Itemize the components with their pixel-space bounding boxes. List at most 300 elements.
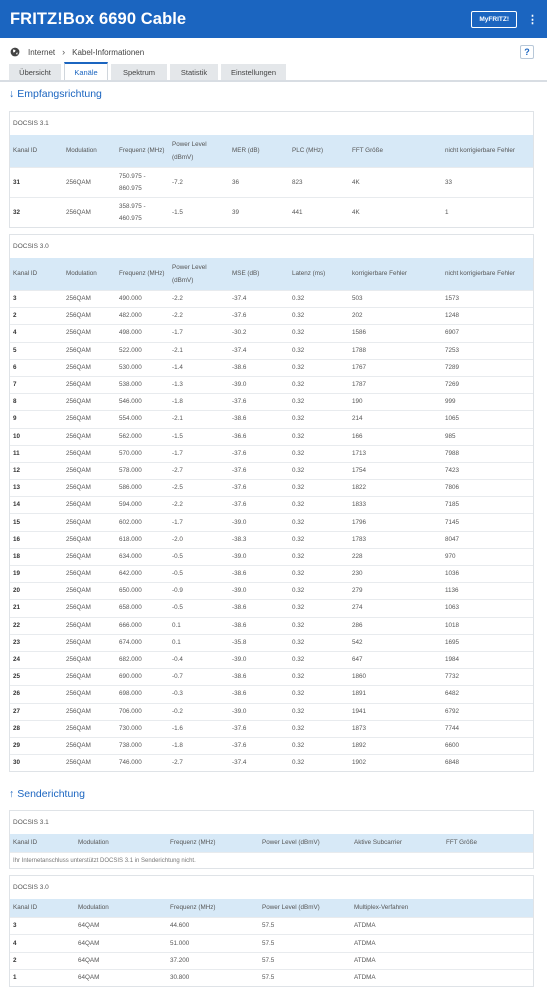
- table-cell: -38.6: [232, 415, 247, 423]
- table-cell: 16: [13, 535, 21, 543]
- table-cell: -2.1: [172, 415, 183, 423]
- table-cell: -39.0: [232, 552, 247, 560]
- table-cell: 22: [13, 621, 21, 629]
- table-cell: 7988: [445, 449, 460, 457]
- table-cell: 6: [13, 363, 17, 371]
- table-cell: -38.6: [232, 690, 247, 698]
- column-header[interactable]: MSE (dB): [232, 270, 260, 277]
- table-cell: 0.32: [292, 759, 305, 767]
- table-cell: 441: [292, 208, 303, 216]
- table-row: [10, 359, 533, 376]
- globe-icon: [10, 47, 20, 57]
- table-cell: 256QAM: [66, 381, 91, 389]
- table-row: [10, 917, 533, 934]
- table-row: [10, 376, 533, 393]
- table-cell: 554.000: [119, 415, 142, 423]
- table-cell: 64QAM: [78, 939, 100, 947]
- table-cell: -2.0: [172, 535, 183, 543]
- column-header[interactable]: Power Level (dBmV): [262, 904, 320, 912]
- table-cell: -1.3: [172, 381, 183, 389]
- table-cell: 522.000: [119, 346, 142, 354]
- table-cell: 490.000: [119, 295, 142, 303]
- breadcrumb-kabel-informationen: Kabel-Informationen: [72, 47, 145, 57]
- table-cell: 256QAM: [66, 535, 91, 543]
- table-cell: 1822: [352, 484, 367, 492]
- table-row: [10, 513, 533, 530]
- table-cell: 2: [13, 956, 17, 964]
- table-cell: -0.5: [172, 604, 183, 612]
- tab-bar: [0, 64, 547, 82]
- tab-einstellungen[interactable]: Einstellungen: [221, 64, 286, 80]
- table-cell: 256QAM: [66, 449, 91, 457]
- table-row: [10, 342, 533, 359]
- table-cell: 1984: [445, 656, 460, 664]
- table-cell: -37.6: [232, 466, 247, 474]
- table-cell: 256QAM: [66, 552, 91, 560]
- more-vert-icon[interactable]: ⋮: [527, 13, 538, 26]
- table-cell: 51.000: [170, 939, 190, 947]
- table-cell: 18: [13, 552, 21, 560]
- table-cell: 7806: [445, 484, 460, 492]
- table-cell: 5: [13, 346, 17, 354]
- table-cell: 27: [13, 707, 21, 715]
- table-row: [10, 737, 533, 754]
- table-cell: 57.5: [262, 973, 275, 981]
- table-row: [10, 685, 533, 702]
- downstream-heading: [0, 84, 547, 104]
- table-cell: 642.000: [119, 570, 142, 578]
- table-row: [10, 479, 533, 496]
- table-row: [10, 410, 533, 427]
- table-cell: 542: [352, 638, 363, 646]
- table-cell: 1788: [352, 346, 367, 354]
- table-cell: 0.32: [292, 621, 305, 629]
- table-header: [10, 899, 533, 917]
- table-cell: 1892: [352, 741, 367, 749]
- column-header[interactable]: PLC (MHz): [292, 147, 324, 154]
- table-cell: 15: [13, 518, 21, 526]
- myfritz-button[interactable]: MyFRITZ!: [471, 11, 517, 28]
- table-cell: 682.000: [119, 656, 142, 664]
- table-cell: ATDMA: [354, 939, 376, 947]
- table-cell: -36.6: [232, 432, 247, 440]
- table-cell: -37.6: [232, 501, 247, 509]
- table-cell: 9: [13, 415, 17, 423]
- table-cell: 256QAM: [66, 398, 91, 406]
- table-cell: 12: [13, 466, 21, 474]
- table-cell: 166: [352, 432, 363, 440]
- table-cell: 0.32: [292, 329, 305, 337]
- table-cell: 538.000: [119, 381, 142, 389]
- table-cell: 586.000: [119, 484, 142, 492]
- table-cell: 23: [13, 638, 21, 646]
- table-cell: 4: [13, 329, 17, 337]
- table-cell: 0.32: [292, 552, 305, 560]
- table-cell: 256QAM: [66, 724, 91, 732]
- table-cell: 7: [13, 381, 17, 389]
- table-row: [10, 599, 533, 616]
- table-cell: 1065: [445, 415, 460, 423]
- table-cell: 36: [232, 178, 240, 186]
- table-cell: -2.2: [172, 501, 183, 509]
- table-cell: 256QAM: [66, 501, 91, 509]
- table-cell: 1902: [352, 759, 367, 767]
- table-cell: 26: [13, 690, 21, 698]
- table-cell: -37.6: [232, 724, 247, 732]
- table-cell: -1.7: [172, 518, 183, 526]
- table-cell: 13: [13, 484, 21, 492]
- panel-title: DOCSIS 3.1: [13, 819, 49, 827]
- tab-kanaele[interactable]: Kanäle: [64, 62, 108, 80]
- column-header[interactable]: Kanal ID: [13, 904, 38, 912]
- table-cell: 666.000: [119, 621, 142, 629]
- table-cell: 658.000: [119, 604, 142, 612]
- table-cell: 7269: [445, 381, 460, 389]
- column-header[interactable]: nicht korrigierbare Fehler: [445, 270, 515, 277]
- table-cell: 562.000: [119, 432, 142, 440]
- table-cell: 28: [13, 724, 21, 732]
- table-cell: 19: [13, 570, 21, 578]
- table-cell: 2: [13, 312, 17, 320]
- table-cell: 256QAM: [66, 178, 91, 186]
- table-cell: -30.2: [232, 329, 247, 337]
- table-cell: 690.000: [119, 673, 142, 681]
- table-cell: 256QAM: [66, 295, 91, 303]
- table-cell: 64QAM: [78, 956, 100, 964]
- downstream-docsis30-panel: [9, 234, 534, 772]
- table-cell: 256QAM: [66, 329, 91, 337]
- table-cell: 1018: [445, 621, 460, 629]
- table-cell: 0.32: [292, 656, 305, 664]
- table-cell: 1860: [352, 673, 367, 681]
- column-header[interactable]: Frequenz (MHz): [170, 904, 216, 912]
- table-cell: 4K: [352, 178, 360, 186]
- table-cell: ATDMA: [354, 973, 376, 981]
- table-cell: -37.6: [232, 484, 247, 492]
- table-cell: 1695: [445, 638, 460, 646]
- table-cell: 14: [13, 501, 21, 509]
- table-cell: 256QAM: [66, 621, 91, 629]
- table-cell: 1586: [352, 329, 367, 337]
- table-cell: 6482: [445, 690, 460, 698]
- table-cell: 823: [292, 178, 303, 186]
- breadcrumb-internet[interactable]: Internet: [28, 47, 56, 57]
- panel-title: DOCSIS 3.0: [13, 884, 49, 892]
- downstream-docsis31-panel: [9, 111, 534, 228]
- table-cell: 0.32: [292, 312, 305, 320]
- tab-spektrum[interactable]: Spektrum: [111, 64, 167, 80]
- column-header[interactable]: Latenz (ms): [292, 270, 326, 277]
- table-cell: 7253: [445, 346, 460, 354]
- table-cell: -38.6: [232, 673, 247, 681]
- table-cell: 57.5: [262, 939, 275, 947]
- table-cell: 256QAM: [66, 570, 91, 578]
- table-cell: 970: [445, 552, 456, 560]
- table-cell: 746.000: [119, 759, 142, 767]
- table-cell: 256QAM: [66, 208, 91, 216]
- table-cell: 25: [13, 673, 21, 681]
- table-cell: 8047: [445, 535, 460, 543]
- table-cell: -39.0: [232, 587, 247, 595]
- table-cell: 256QAM: [66, 638, 91, 646]
- table-cell: 578.000: [119, 466, 142, 474]
- table-cell: 985: [445, 432, 456, 440]
- table-cell: 602.000: [119, 518, 142, 526]
- help-button[interactable]: ?: [520, 45, 534, 59]
- table-cell: 1796: [352, 518, 367, 526]
- table-row: [10, 167, 533, 197]
- tab-uebersicht[interactable]: Übersicht: [9, 64, 61, 80]
- table-cell: 33: [445, 178, 453, 186]
- table-cell: 0.32: [292, 570, 305, 578]
- table-cell: 29: [13, 741, 21, 749]
- table-cell: -7.2: [172, 178, 183, 186]
- table-cell: 256QAM: [66, 466, 91, 474]
- table-cell: 1713: [352, 449, 367, 457]
- table-cell: 1: [13, 973, 17, 981]
- table-row: [10, 952, 533, 969]
- table-cell: 530.000: [119, 363, 142, 371]
- tab-statistik[interactable]: Statistik: [170, 64, 218, 80]
- table-cell: 0.1: [172, 638, 181, 646]
- table-cell: 0.32: [292, 535, 305, 543]
- table-cell: 256QAM: [66, 312, 91, 320]
- column-header[interactable]: FFT Größe: [446, 839, 478, 847]
- table-row: [10, 428, 533, 445]
- table-cell: 0.32: [292, 484, 305, 492]
- table-cell: 546.000: [119, 398, 142, 406]
- column-header[interactable]: FFT Größe: [352, 147, 384, 154]
- table-row: [10, 617, 533, 634]
- table-row: [10, 668, 533, 685]
- table-row: [10, 290, 533, 307]
- table-row: [10, 548, 533, 565]
- table-row: [10, 754, 533, 771]
- table-cell: 256QAM: [66, 415, 91, 423]
- table-cell: 7744: [445, 724, 460, 732]
- table-cell: 1787: [352, 381, 367, 389]
- arrow-up-icon: ↑: [9, 788, 15, 801]
- table-row: [10, 496, 533, 513]
- table-cell: -2.1: [172, 346, 183, 354]
- column-header[interactable]: Modulation: [78, 839, 109, 847]
- table-cell: 0.32: [292, 707, 305, 715]
- table-cell: -0.5: [172, 570, 183, 578]
- table-cell: 570.000: [119, 449, 142, 457]
- table-cell: 256QAM: [66, 518, 91, 526]
- table-cell: 1573: [445, 295, 460, 303]
- table-cell: 7732: [445, 673, 460, 681]
- column-header[interactable]: Frequenz (MHz): [119, 270, 165, 277]
- table-cell: 0.32: [292, 381, 305, 389]
- table-cell: 647: [352, 656, 363, 664]
- table-cell: -2.7: [172, 759, 183, 767]
- table-cell: 0.32: [292, 346, 305, 354]
- table-cell: 21: [13, 604, 21, 612]
- table-cell: 0.32: [292, 449, 305, 457]
- table-cell: 0.32: [292, 673, 305, 681]
- downstream-title: Empfangsrichtung: [17, 88, 102, 100]
- table-cell: 999: [445, 398, 456, 406]
- table-cell: 32: [13, 208, 21, 216]
- table-cell: 57.5: [262, 922, 275, 930]
- table-cell: 0.32: [292, 638, 305, 646]
- table-row: [10, 582, 533, 599]
- table-cell: 3: [13, 295, 17, 303]
- table-cell: 256QAM: [66, 484, 91, 492]
- table-cell: 10: [13, 432, 21, 440]
- table-cell: 20: [13, 587, 21, 595]
- arrow-down-icon: ↓: [9, 88, 15, 100]
- table-cell: 57.5: [262, 956, 275, 964]
- table-cell: 256QAM: [66, 587, 91, 595]
- panel-title: DOCSIS 3.0: [13, 243, 49, 250]
- table-cell: -2.7: [172, 466, 183, 474]
- panel-title: DOCSIS 3.1: [13, 120, 49, 127]
- table-cell: 0.32: [292, 690, 305, 698]
- table-cell: 498.000: [119, 329, 142, 337]
- table-cell: 0.32: [292, 587, 305, 595]
- chevron-right-icon: ›: [62, 47, 66, 57]
- table-cell: 256QAM: [66, 673, 91, 681]
- table-cell: 11: [13, 449, 20, 457]
- table-cell: 1833: [352, 501, 367, 509]
- table-cell: 0.32: [292, 604, 305, 612]
- column-header[interactable]: Modulation: [78, 904, 109, 912]
- table-cell: 256QAM: [66, 432, 91, 440]
- table-cell: -37.6: [232, 312, 247, 320]
- table-cell: 1136: [445, 587, 459, 595]
- column-header[interactable]: MER (dB): [232, 147, 260, 154]
- table-row: [10, 565, 533, 582]
- table-row: [10, 720, 533, 737]
- table-row: [10, 531, 533, 548]
- table-cell: 594.000: [119, 501, 142, 509]
- table-cell: 0.32: [292, 724, 305, 732]
- table-cell: 64QAM: [78, 922, 100, 930]
- table-row: [10, 703, 533, 720]
- app-title: FRITZ!Box 6690 Cable: [10, 9, 187, 28]
- table-cell: 618.000: [119, 535, 142, 543]
- table-cell: 1248: [445, 312, 460, 320]
- table-cell: 674.000: [119, 638, 142, 646]
- column-header[interactable]: Power Level (dBmV): [262, 839, 320, 847]
- table-row: [10, 393, 533, 410]
- table-cell: 30: [13, 759, 21, 767]
- table-cell: 698.000: [119, 690, 142, 698]
- table-cell: 1036: [445, 570, 460, 578]
- table-row: [10, 969, 533, 986]
- table-cell: 1767: [352, 363, 367, 371]
- table-cell: 64QAM: [78, 973, 100, 981]
- table-cell: 1783: [352, 535, 367, 543]
- table-cell: -0.9: [172, 587, 183, 595]
- table-row: [10, 324, 533, 341]
- table-row: [10, 307, 533, 324]
- table-cell: 706.000: [119, 707, 142, 715]
- column-header[interactable]: Kanal ID: [13, 839, 38, 847]
- table-cell: 24: [13, 656, 21, 664]
- table-cell: -39.0: [232, 707, 247, 715]
- table-cell: 256QAM: [66, 363, 91, 371]
- upstream-heading: [0, 784, 547, 804]
- table-cell: 202: [352, 312, 363, 320]
- column-header[interactable]: Multiplex-Verfahren: [354, 904, 409, 912]
- table-cell: 274: [352, 604, 363, 612]
- table-cell: -2.5: [172, 484, 183, 492]
- upstream-title: Senderichtung: [17, 788, 85, 801]
- table-cell: -0.3: [172, 690, 183, 698]
- table-cell: -0.7: [172, 673, 183, 681]
- table-cell: 6792: [445, 707, 460, 715]
- table-cell: -1.4: [172, 363, 183, 371]
- table-cell: 7185: [445, 501, 460, 509]
- table-cell: -37.4: [232, 759, 247, 767]
- table-cell: 31: [13, 178, 21, 186]
- column-header[interactable]: Power Level (dBmV): [172, 141, 207, 161]
- table-cell: 482.000: [119, 312, 142, 320]
- table-cell: 1: [445, 208, 449, 216]
- table-cell: 1891: [352, 690, 367, 698]
- column-header[interactable]: Kanal ID: [13, 270, 38, 277]
- table-cell: 650.000: [119, 587, 142, 595]
- table-cell: -37.6: [232, 449, 247, 457]
- table-cell: 0.32: [292, 398, 305, 406]
- table-cell: -37.6: [232, 398, 247, 406]
- table-cell: 256QAM: [66, 656, 91, 664]
- upstream-docsis31-panel: [9, 810, 534, 869]
- table-cell: 7423: [445, 466, 460, 474]
- table-cell: 0.32: [292, 741, 305, 749]
- table-cell: 256QAM: [66, 690, 91, 698]
- table-cell: 256QAM: [66, 707, 91, 715]
- column-header[interactable]: Modulation: [66, 270, 97, 277]
- table-cell: -1.6: [172, 724, 183, 732]
- column-header[interactable]: Power Level (dBmV): [172, 264, 207, 284]
- column-header[interactable]: Kanal ID: [13, 147, 38, 154]
- table-cell: 4: [13, 939, 17, 947]
- table-cell: -37.4: [232, 295, 247, 303]
- upstream-docsis30-panel: [9, 875, 534, 987]
- column-header[interactable]: korrigierbare Fehler: [352, 270, 407, 277]
- table-cell: 44.600: [170, 922, 190, 930]
- table-cell: -39.0: [232, 381, 247, 389]
- table-cell: -38.6: [232, 363, 247, 371]
- table-cell: 214: [352, 415, 363, 423]
- table-cell: 1754: [352, 466, 367, 474]
- table-cell: 634.000: [119, 552, 142, 560]
- table-cell: -35.8: [232, 638, 247, 646]
- column-header[interactable]: Aktive Subcarrier: [354, 839, 402, 847]
- column-header[interactable]: nicht korrigierbare Fehler: [445, 147, 515, 154]
- table-cell: 738.000: [119, 741, 142, 749]
- table-cell: 358.975 - 460.975: [119, 202, 146, 222]
- column-header[interactable]: Frequenz (MHz): [170, 839, 216, 847]
- table-cell: -38.6: [232, 604, 247, 612]
- table-row: [10, 651, 533, 668]
- table-cell: 0.32: [292, 501, 305, 509]
- table-cell: -38.6: [232, 570, 247, 578]
- table-cell: -0.4: [172, 656, 183, 664]
- table-cell: 1063: [445, 604, 460, 612]
- table-cell: -0.2: [172, 707, 183, 715]
- column-header[interactable]: Frequenz (MHz): [119, 147, 165, 154]
- column-header[interactable]: Modulation: [66, 147, 97, 154]
- top-header: [0, 0, 547, 38]
- breadcrumb: [0, 40, 547, 64]
- table-cell: 0.32: [292, 466, 305, 474]
- table-cell: 0.32: [292, 432, 305, 440]
